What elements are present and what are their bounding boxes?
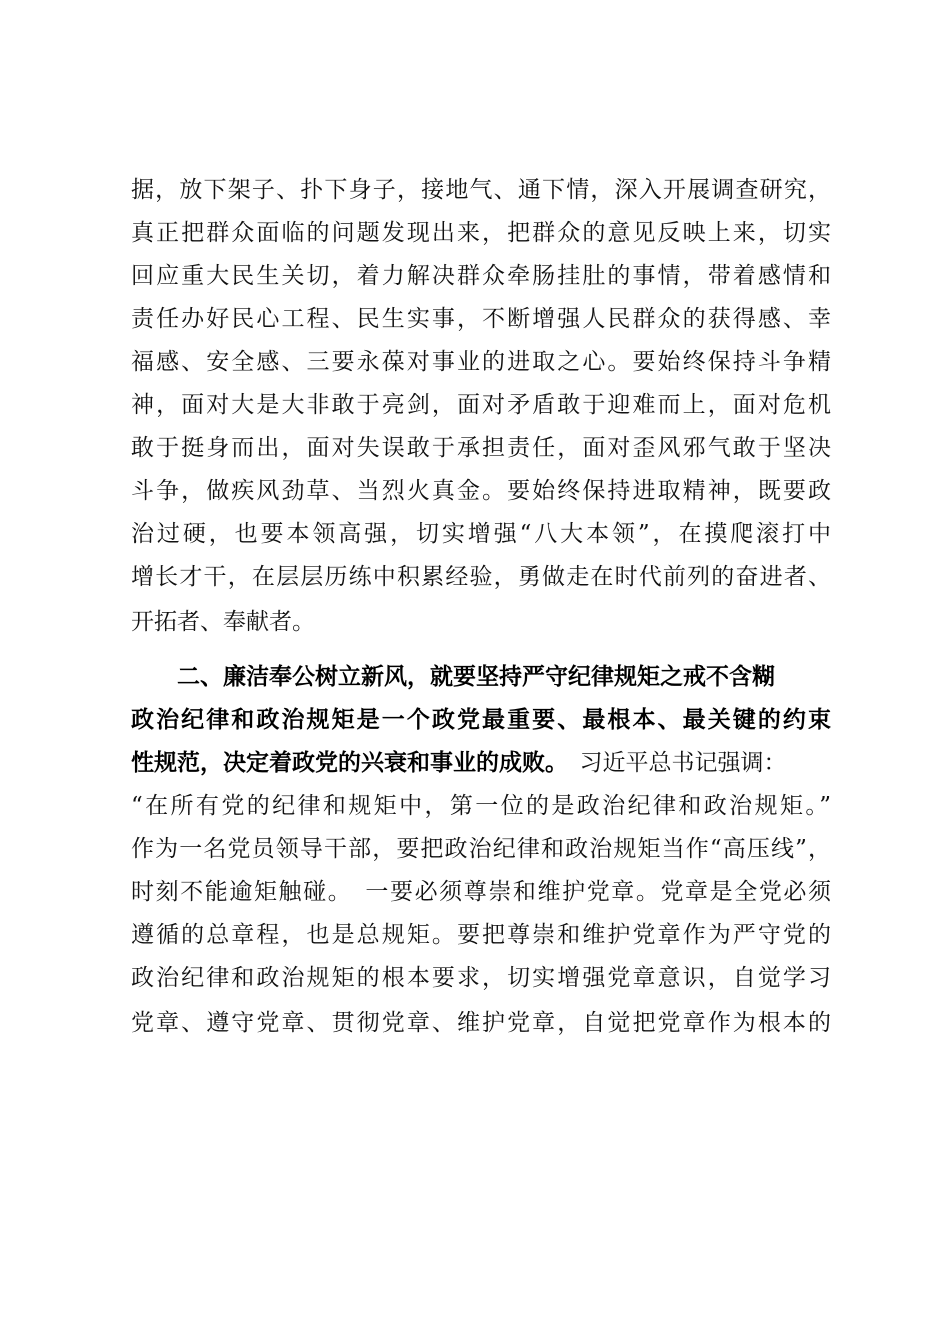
text-line: 福感、安全感、三要永葆对事业的进取之心。要始终保持斗争精 [131,349,831,375]
text-line: 神，面对大是大非敢于亮剑，面对矛盾敢于迎难而上，面对危机 [131,392,831,418]
text-line: 政治纪律和政治规矩的根本要求，切实增强党章意识，自觉学习 [131,965,831,991]
section-heading: 二、廉洁奉公树立新风，就要坚持严守纪律规矩之戒不含糊 [177,663,775,690]
text-line: 据，放下架子、扑下身子，接地气、通下情，深入开展调查研究， [131,177,831,203]
text-line: 开拓者、奉献者。 [131,609,315,635]
text-line: 时刻不能逾矩触碰。 一要必须尊崇和维护党章。党章是全党必须 [131,879,831,905]
text-line: 党章、遵守党章、贯彻党章、维护党章，自觉把党章作为根本的 [131,1010,831,1036]
text-line: 治过硬，也要本领高强，切实增强“八大本领”，在摸爬滚打中 [131,521,831,547]
text-line: 遵循的总章程，也是总规矩。要把尊崇和维护党章作为严守党的 [131,922,831,948]
text-line: 责任办好民心工程、民生实事，不断增强人民群众的获得感、幸 [131,306,831,332]
bold-text-line: 政治纪律和政治规矩是一个政党最重要、最根本、最关键的约束 [131,706,831,733]
text-span: 习近平总书记强调： [556,750,787,776]
text-line: 作为一名党员领导干部，要把政治纪律和政治规矩当作“高压线”， [131,836,831,862]
bold-text-span: 性规范，决定着政党的兴衰和事业的成败。 [131,749,557,776]
mixed-text-line [131,748,787,778]
text-line: 斗争，做疾风劲草、当烈火真金。要始终保持进取精神，既要政 [131,478,831,504]
text-line: 增长才干，在层层历练中积累经验，勇做走在时代前列的奋进者、 [131,564,831,590]
text-line: 敢于挺身而出，面对失误敢于承担责任，面对歪风邪气敢于坚决 [131,435,831,461]
text-line: 回应重大民生关切，着力解决群众牵肠挂肚的事情，带着感情和 [131,263,831,289]
text-line: 真正把群众面临的问题发现出来，把群众的意见反映上来，切实 [131,220,831,246]
text-line: “在所有党的纪律和规矩中，第一位的是政治纪律和政治规矩。” [131,793,831,819]
